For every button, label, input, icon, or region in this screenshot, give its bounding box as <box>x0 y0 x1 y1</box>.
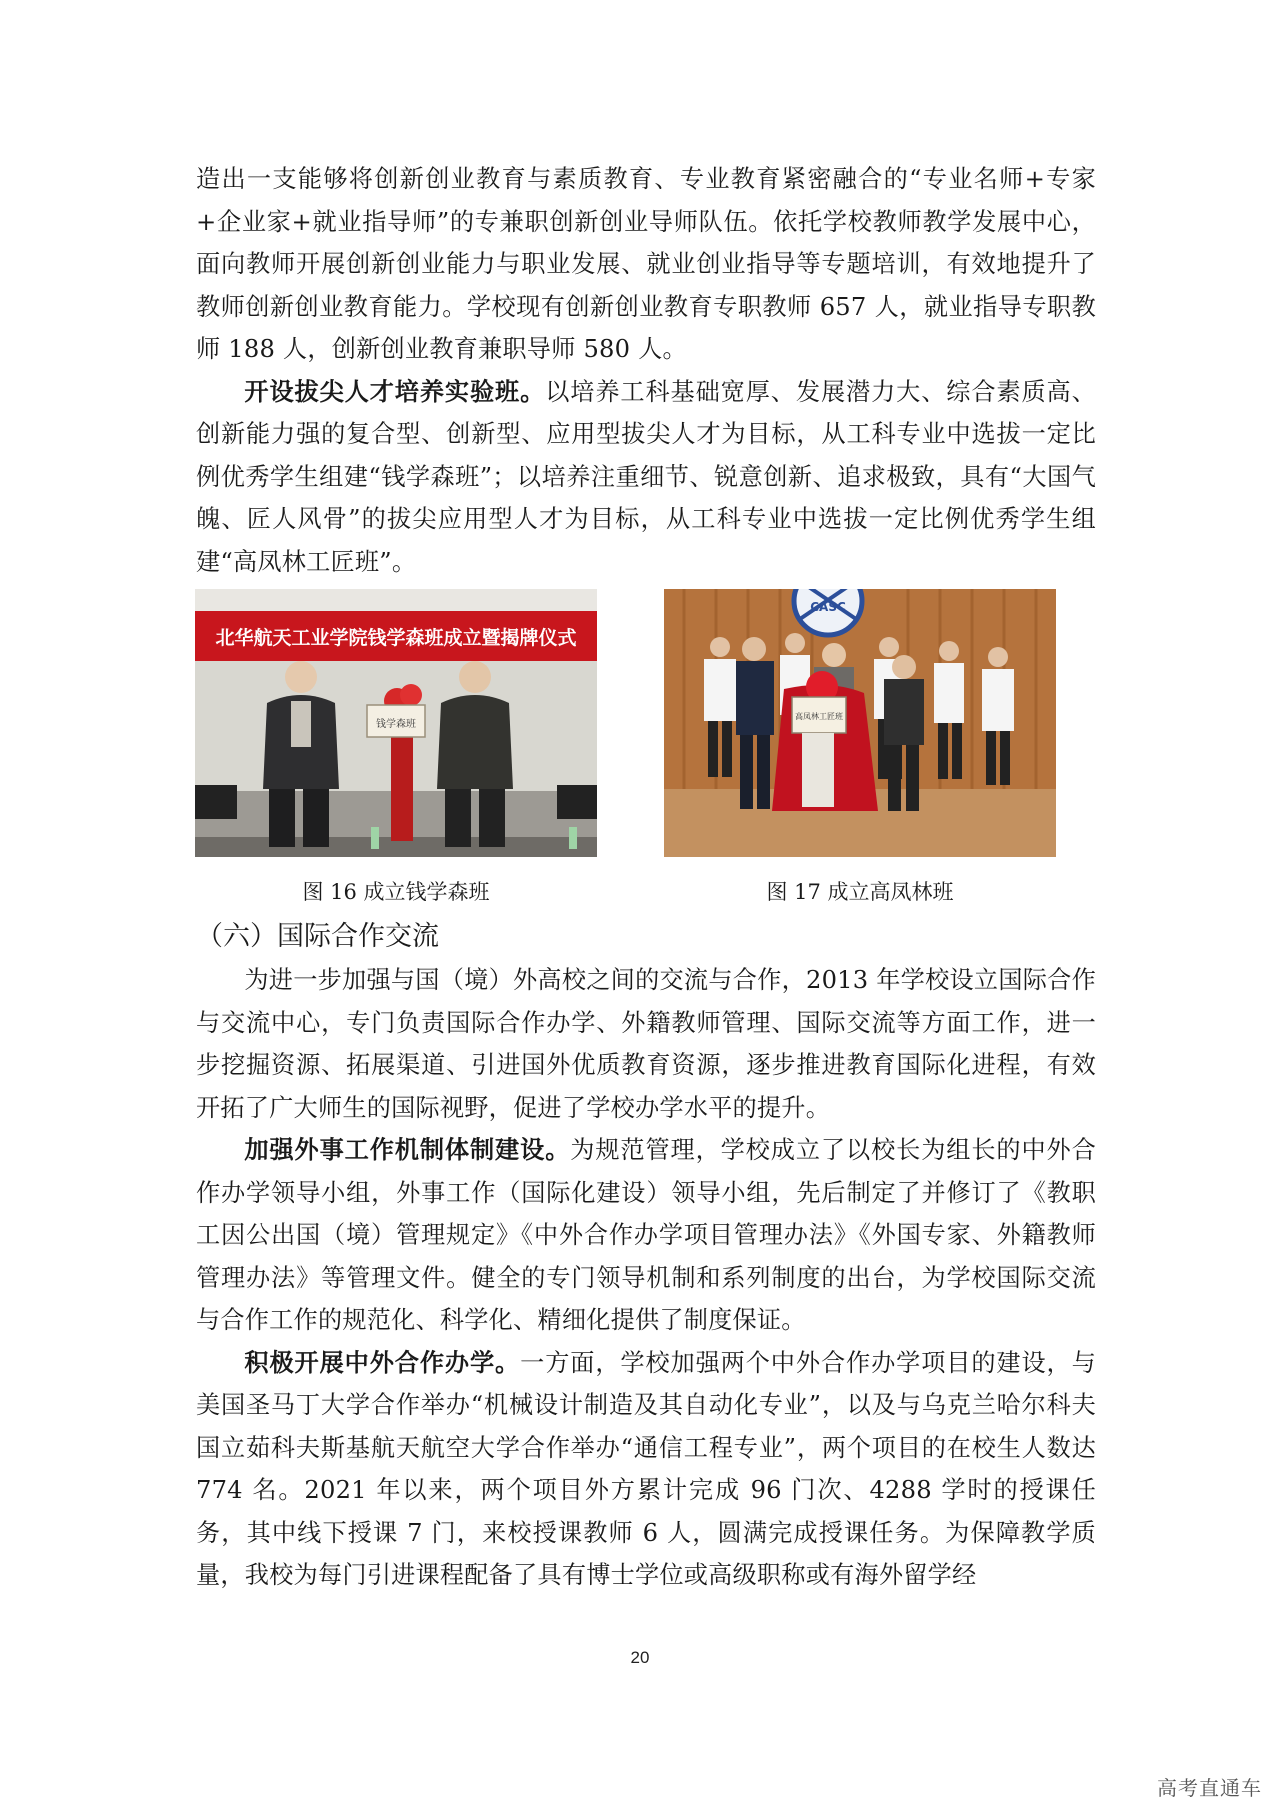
paragraph-text: 以培养工科基础宽厚、发展潜力大、综合素质高、创新能力强的复合型、创新型、应用型拔尖人才为目标，从工科专业中选拔一定比例优秀学生组建“钱学森班”；以培养注重细节、锐意创新、追求极致，具有“大国气魄、匠人风骨”的拔尖应用型人才为目标，从工科专业中选拔一定比例优秀学生组建“高凤林工匠班”。 <box>196 377 1096 576</box>
paragraph-text: 为规范管理，学校成立了以校长为组长的中外合作办学领导小组，外事工作（国际化建设）领导小组，先后制定了并修订了《教职工因公出国（境）管理规定》《中外合作办学项目管理办法》《外国专家、外籍教师管理办法》等管理文件。健全的专门领导机制和系列制度的出台，为学校国际交流与合作工作的规范化、科学化、精细化提供了制度保证。 <box>196 1136 1096 1334</box>
casc-logo <box>794 589 862 635</box>
figure-17-photo <box>664 589 1056 857</box>
paragraph-text: 一方面，学校加强两个中外合作办学项目的建设，与美国圣马丁大学合作举办“机械设计制造及其自动化专业”，以及与乌克兰哈尔科夫国立茹科夫斯基航天航空大学合作举办“通信工程专业”，两个项目的在校生人数达 774 名。2021 年以来，两个项目外方累计完成 96 门次、4288 学时的授课任务，其中线下授课 7 门，来校授课教师 6 人，圆满完成授课任务。为保障教学质量，我校为每门引进课程配备了具有博士学位或高级职称或有海外留学经 <box>196 1348 1097 1589</box>
paragraph-lead-heading: 加强外事工作机制体制建设。 <box>244 1136 571 1164</box>
body-paragraph-2 <box>196 371 1096 584</box>
body-paragraph-3: 为进一步加强与国（境）外高校之间的交流与合作，2013 年学校设立国际合作与交流中心，专门负责国际合作办学、外籍教师管理、国际交流等方面工作，进一步挖掘资源、拓展渠道、引进国外优质教育资源，逐步推进教育国际化进程，有效开拓了广大师生的国际视野，促进了学校办学水平的提升。 <box>196 966 1096 1122</box>
figure-17-caption: 图 17 成立高凤林班 <box>766 880 954 904</box>
figure-16-photo <box>195 589 597 857</box>
body-paragraph-4 <box>196 1129 1096 1342</box>
section-heading: （六）国际合作交流 <box>196 921 439 952</box>
figure-17 <box>664 589 1056 907</box>
figure-16 <box>195 589 597 907</box>
casc-logo-text: CASC <box>810 600 846 614</box>
figure-16-caption: 图 16 成立钱学森班 <box>302 880 490 904</box>
figure-row <box>196 589 1096 909</box>
body-paragraph-1: 造出一支能够将创新创业教育与素质教育、专业教育紧密融合的“专业名师+专家+企业家+就业指导师”的专兼职创新创业导师队伍。依托学校教师教学发展中心，面向教师开展创新创业能力与职业发展、就业创业指导等专题培训，有效地提升了教师创新创业教育能力。学校现有创新创业教育专职教师 657 人，就业指导专职教师 188 人，创新创业教育兼职导师 580 人。 <box>196 165 1096 363</box>
paragraph-lead-heading: 开设拔尖人才培养实验班。 <box>244 377 546 406</box>
plaque-text: 钱学森班 <box>376 719 416 730</box>
watermark: 高考直通车 <box>1157 1776 1262 1800</box>
body-paragraph-5 <box>196 1342 1096 1597</box>
plaque-text: 高凤林工匠班 <box>795 712 843 721</box>
paragraph-lead-heading: 积极开展中外合作办学。 <box>244 1348 521 1377</box>
banner-text: 北华航天工业学院钱学森班成立暨揭牌仪式 <box>215 627 577 649</box>
page-content <box>196 158 1096 1597</box>
page-number: 20 <box>630 1648 650 1667</box>
